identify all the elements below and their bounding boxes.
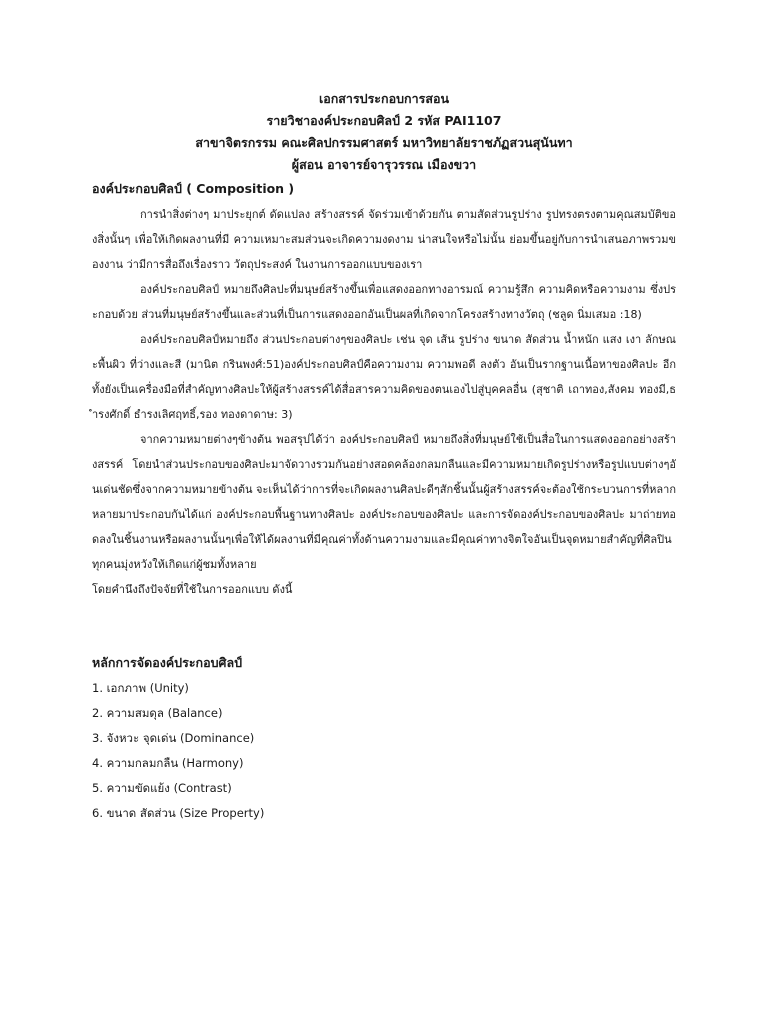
closing-line: โดยคำนึงถึงปัจจัยที่ใช้ในการออกแบบ ดังนี้: [92, 583, 293, 596]
list-item: 3. จังหวะ จุดเด่น (Dominance): [92, 731, 255, 745]
paragraph-definition-2: องค์ประกอบศิลป์ หมายถึงศิลปะที่มนุษย์สร้างขึ้นเพื่อแสดงออกทางอารมณ์ ความรู้สึก ความคิดหรือความงาม ซึ่งประกอบด้วย ส่วนที่มนุษย์สร้างขึ้นและส่วนที่เป็นการแสดงออกอันเป็นผลที่เกิดจากโครงสร้างทางวัตถุ (ชลูด นิ่มเสมอ :18): [92, 283, 676, 321]
composition-body: [92, 202, 676, 602]
faculty-line: สาขาจิตรกรรม คณะศิลปกรรมศาสตร์ มหาวิทยาลัยราชภัฏสวนสุนันทา: [195, 135, 573, 150]
document-header: [0, 88, 768, 176]
list-item: 2. ความสมดุล (Balance): [92, 706, 223, 720]
paragraph-definition-1: การนำสิ่งต่างๆ มาประยุกต์ ดัดแปลง สร้างสรรค์ จัดร่วมเข้าด้วยกัน ตามสัดส่วนรูปร่าง รูปทรงตรงตามคุณสมบัติของสิ่งนั้นๆ เพื่อให้เกิดผลงานที่มี ความเหมาะสมส่วนจะเกิดความงดงาม น่าสนใจหรือไม่นั้น ย่อมขึ้นอยู่กับการนำเสนอภาพรวมของงาน ว่ามีการสื่อถึงเรื่องราว วัตถุประสงค์ ในงานการออกแบบของเรา: [92, 208, 676, 271]
list-item: 5. ความขัดแย้ง (Contrast): [92, 781, 232, 795]
paragraph-definition-3: องค์ประกอบศิลป์หมายถึง ส่วนประกอบต่างๆของศิลปะ เช่น จุด เส้น รูปร่าง ขนาด สัดส่วน น้ำหนัก แสง เงา ลักษณะพื้นผิว ที่ว่างและสี (มานิต กรินพงศ์:51)องค์ประกอบศิลป์คือความงาม ความพอดี ลงตัว อันเป็นรากฐานเนื้อหาของศิลปะ อีกทั้งยังเป็นเครื่องมือที่สำคัญทางศิลปะให้ผู้สร้างสรรค์ได้สื่อสารความคิดของตนเองไปสู่บุคคลอื่น (สุชาติ เถาทอง,สังคม ทองมี,ธำรงศักดิ์ ธำรงเลิศฤทธิ์,รอง ทองดาดาษ: 3): [92, 333, 676, 421]
paragraph-summary: จากความหมายต่างๆข้างต้น พอสรุปได้ว่า องค์ประกอบศิลป์ หมายถึงสิ่งที่มนุษย์ใช้เป็นสื่อในการแสดงออกอย่างสร้างสรรค์ โดยนำส่วนประกอบของศิลปะมาจัดวางรวมกันอย่างสอดคล้องกลมกลืนและมีความหมายเกิดรูปร่างหรือรูปแบบต่างๆอันเด่นชัดซึ่งจากความหมายข้างต้น จะเห็นได้ว่าการที่จะเกิดผลงานศิลปะดีๆสักชิ้นนั้นผู้สร้างสรรค์จะต้องใช้กระบวนการที่หลากหลายมาประกอบกันได้แก่ องค์ประกอบพื้นฐานทางศิลปะ องค์ประกอบของศิลปะ และการจัดองค์ประกอบของศิลปะ มาถ่ายทอดลงในชิ้นงานหรือผลงานนั้นๆเพื่อให้ได้ผลงานที่มีคุณค่าทั้งด้านความงามและมีคุณค่าทางจิตใจอันเป็นจุดหมายสำคัญที่ศิลปินทุกคนมุ่งหวังให้เกิดแก่ผู้ชมทั้งหลาย: [92, 433, 676, 571]
composition-heading: องค์ประกอบศิลป์ ( Composition ): [92, 181, 295, 196]
list-item: 1. เอกภาพ (Unity): [92, 681, 189, 695]
principles-heading: หลักการจัดองค์ประกอบศิลป์: [92, 655, 243, 670]
principles-list: [92, 676, 492, 826]
document-title: เอกสารประกอบการสอน: [318, 91, 450, 106]
course-line: รายวิชาองค์ประกอบศิลป์ 2 รหัส PAI1107: [266, 113, 502, 128]
list-item: 4. ความกลมกลืน (Harmony): [92, 756, 244, 770]
instructor-line: ผู้สอน อาจารย์จารุวรรณ เมืองขวา: [291, 157, 477, 172]
list-item: 6. ขนาด สัดส่วน (Size Property): [92, 806, 265, 820]
